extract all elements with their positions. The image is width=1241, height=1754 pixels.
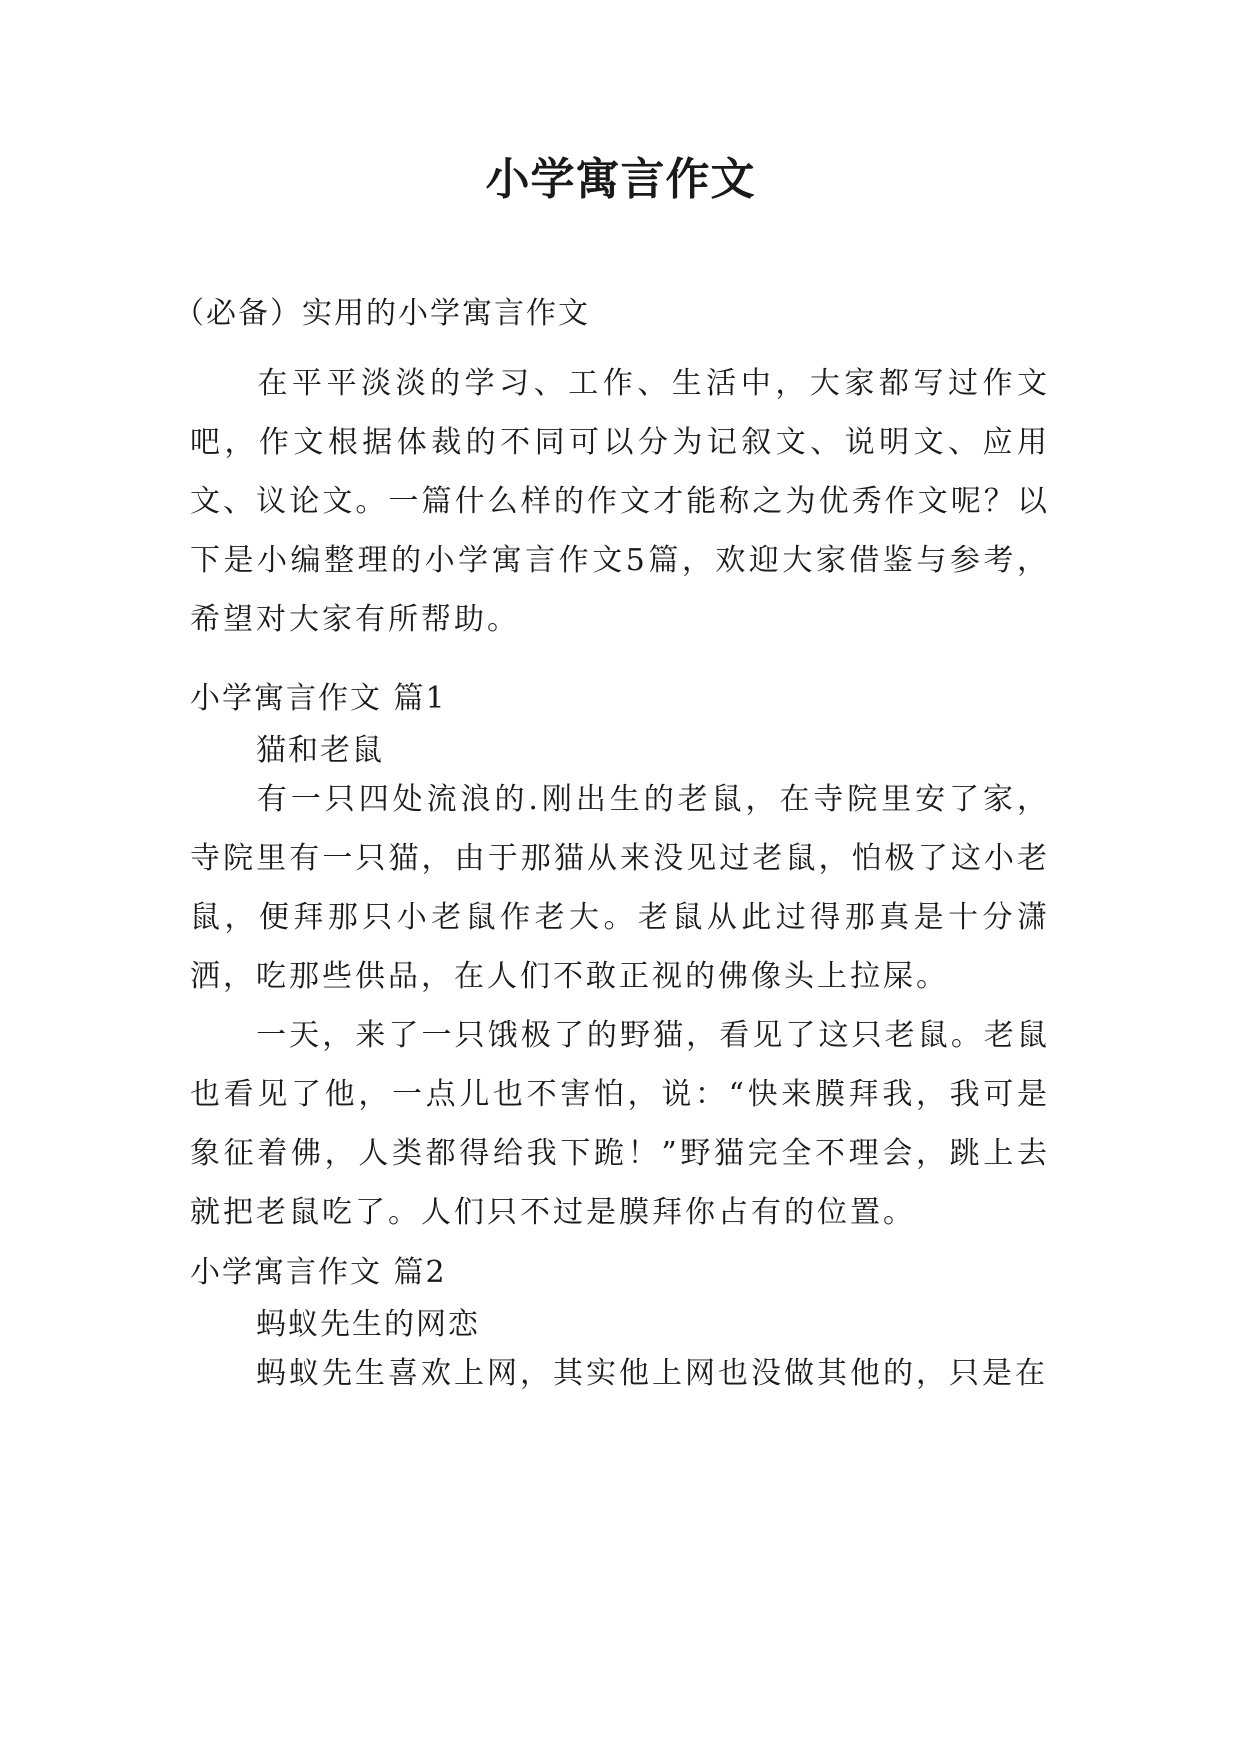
story-paragraph (190, 770, 1050, 1006)
story-title-1: 猫和老鼠 (256, 733, 384, 768)
document-subtitle: （必备）实用的小学寓言作文 (174, 296, 590, 331)
story-paragraph-text: 有一只四处流浪的.刚出生的老鼠，在寺院里安了家，寺院里有一只猫，由于那猫从来没见过老鼠，怕极了这小老鼠，便拜那只小老鼠作老大。老鼠从此过得那真是十分潇洒，吃那些供品，在人们不敢正视的佛像头上拉屎。 (190, 782, 1050, 994)
section-heading-1: 小学寓言作文 篇1 (190, 681, 447, 716)
intro-paragraph (190, 354, 1050, 649)
story-paragraph-text: 蚂蚁先生喜欢上网，其实他上网也没做其他的，只是在 (256, 1356, 1048, 1391)
story-paragraph (190, 1006, 1050, 1242)
intro-text: 在平平淡淡的学习、工作、生活中，大家都写过作文吧，作文根据体裁的不同可以分为记叙文、说明文、应用文、议论文。一篇什么样的作文才能称之为优秀作文呢？以下是小编整理的小学寓言作文5篇，欢迎大家借鉴与参考，希望对大家有所帮助。 (190, 366, 1050, 637)
story-title-2: 蚂蚁先生的网恋 (256, 1307, 480, 1342)
story-paragraph (190, 1344, 1050, 1403)
document-title: 小学寓言作文 (485, 154, 756, 205)
section-heading-2: 小学寓言作文 篇2 (190, 1255, 447, 1290)
story-paragraph-text: 一天，来了一只饿极了的野猫，看见了这只老鼠。老鼠也看见了他，一点儿也不害怕，说：“快来膜拜我，我可是象征着佛，人类都得给我下跪！”野猫完全不理会，跳上去就把老鼠吃了。人们只不过是膜拜你占有的位置。 (190, 1018, 1050, 1230)
